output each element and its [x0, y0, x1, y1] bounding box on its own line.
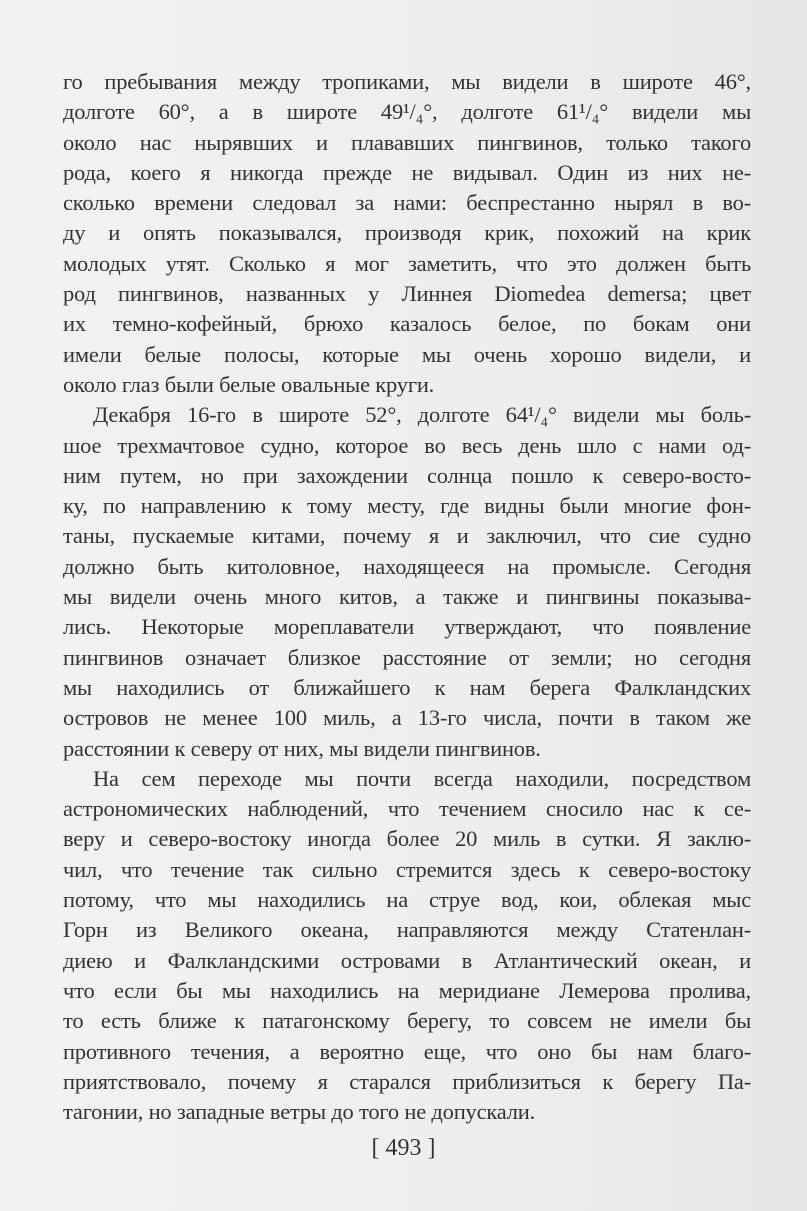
text-line: На сем переходе мы почти всегда находили, посредством	[93, 765, 751, 791]
text-line: ду и опять показывался, производя крик, похожий на крик	[63, 220, 751, 246]
paragraph	[63, 400, 751, 764]
text-line: должно быть китоловное, находящееся на промысле. Сегодня	[63, 553, 751, 579]
text-line: долготе 60°, а в широте 49¹/₄°, долготе 61¹/₄° видели мы	[63, 99, 751, 125]
paragraph	[63, 67, 751, 400]
text-line: приятствовало, почему я старался приблизиться к берегу Па-	[63, 1068, 751, 1094]
text-line: веру и северо-востоку иногда более 20 миль в сутки. Я заклю-	[63, 826, 751, 852]
text-line: около нас нырявших и плававших пингвинов, только такого	[63, 129, 751, 155]
text-line: таны, пускаемые китами, почему я и заключил, что сие судно	[63, 523, 751, 549]
text-line: тагонии, но западные ветры до того не допускали.	[63, 1099, 536, 1125]
text-line: шое трехмачтовое судно, которое во весь день шло с нами од-	[63, 432, 751, 458]
text-line: мы видели очень много китов, а также и пингвины показыва-	[63, 584, 751, 610]
text-line: Горн из Великого океана, направляются между Статенлан-	[63, 917, 751, 943]
text-line: го пребывания между тропиками, мы видели в широте 46°,	[63, 69, 751, 94]
text-line: диею и Фалкландскими островами в Атлантический океан, и	[63, 947, 751, 973]
text-line: молодых утят. Сколько я мог заметить, что это должен быть	[63, 250, 751, 276]
text-line: рода, коего я никогда прежде не видывал. Один из них не-	[63, 159, 751, 185]
text-line: противного течения, а вероятно еще, что оно бы нам благо-	[63, 1038, 751, 1064]
text-line: островов не менее 100 миль, а 13-го числа, почти в таком же	[63, 705, 751, 731]
text-line: около глаз были белые овальные круги.	[63, 371, 435, 397]
text-line: пингвинов означает близкое расстояние от земли; но сегодня	[63, 644, 751, 670]
text-line: астрономических наблюдений, что течением сносило нас к се-	[63, 796, 751, 822]
paragraph	[63, 764, 751, 1128]
text-line: ним путем, но при захождении солнца пошло к северо-восто-	[63, 462, 751, 488]
text-line: ку, по направлению к тому месту, где видны были многие фон-	[63, 493, 751, 519]
page-number: [ 493 ]	[371, 1135, 436, 1161]
text-line: имели белые полосы, которые мы очень хорошо видели, и	[63, 341, 751, 367]
text-line: мы находились от ближайшего к нам берега Фалкландских	[63, 674, 751, 700]
text-line: лись. Некоторые мореплаватели утверждают, что появление	[63, 614, 751, 640]
text-line: их темно-кофейный, брюхо казалось белое, по бокам они	[63, 311, 751, 337]
text-line: чил, что течение так сильно стремится здесь к северо-востоку	[63, 856, 751, 882]
text-line: Декабря 16-го в широте 52°, долготе 64¹/₄° видели мы боль-	[93, 402, 751, 428]
body-text	[63, 67, 751, 1127]
text-line: род пингвинов, названных у Линнея Diomedea demersa; цвет	[63, 281, 751, 307]
text-line: сколько времени следовал за нами: беспрестанно нырял в во-	[63, 190, 751, 216]
text-line: потому, что мы находились на струе вод, кои, облекая мыс	[63, 887, 751, 913]
text-line: расстоянии к северу от них, мы видели пингвинов.	[63, 735, 541, 761]
text-line: что если бы мы находились на меридиане Лемерова пролива,	[63, 977, 751, 1003]
text-line: то есть ближе к патагонскому берегу, то совсем не имели бы	[63, 1008, 751, 1034]
